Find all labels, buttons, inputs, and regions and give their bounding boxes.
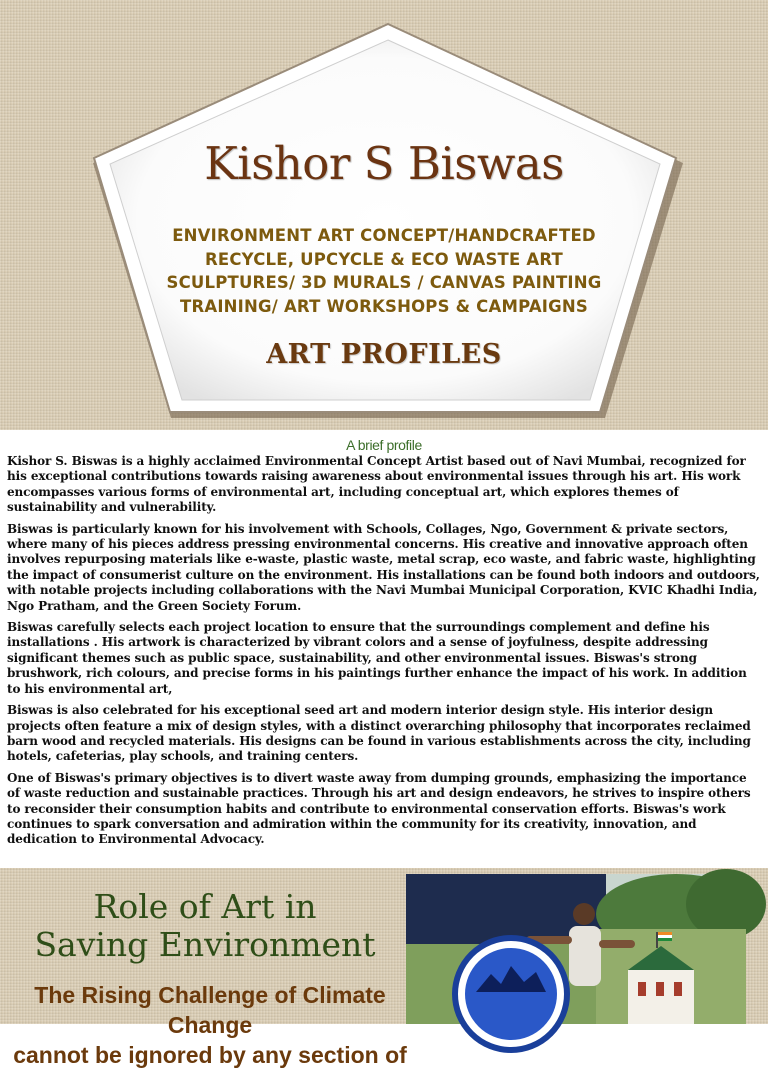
brief-profile	[7, 437, 761, 854]
profile-paragraph: One of Biswas's primary objectives is to divert waste away from dumping grounds, emphasizing the importance of waste reduction and sustainable practices. Through his art and design endeavors, he strives to inspire others to reconsider their consumption habits and contribute to environmental conservation efforts. Biswas's work continues to spark conversation and admiration within the community for its creativity, innovation, and dedication to Environmental Advocacy.	[7, 770, 751, 847]
header-banner	[0, 0, 768, 430]
artist-photo	[406, 874, 746, 1024]
climate-subtitle	[0, 980, 420, 1070]
tagline-line: SCULPTURES/ 3D MURALS / CANVAS PAINTING	[166, 273, 602, 292]
profile-paragraph: Biswas is particularly known for his involvement with Schools, Collages, Ngo, Government & private sectors, where many of his pieces address pressing environmental concerns. His creative and innovative approach often involves repurposing materials like e-waste, plastic waste, metal scrap, eco waste, and fabric waste, highlighting the impact of consumerist culture on the environment. His installations can be found both indoors and outdoors, with notable projects including collaborations with the Navi Mumbai Municipal Corporation, KVIC Khadhi India, Ngo Pratham, and the Green Society Forum.	[7, 521, 760, 613]
role-title	[0, 888, 410, 964]
section-title: ART PROFILES	[266, 339, 502, 370]
profile-paragraph: Biswas carefully selects each project location to ensure that the surroundings complement and define his installations . His artwork is characterized by vibrant colors and a sense of joyfulness, despite addressing significant themes such as public space, sustainability, and other environmental issues. Biswas's strong brushwork, rich colours, and precise forms in his paintings further enhance the impact of his work. In addition to his environmental art,	[7, 620, 747, 696]
profile-paragraph: Biswas is also celebrated for his exceptional seed art and modern interior design style. His interior design projects often feature a mix of design styles, with a distinct overarching philosophy that incorporates reclaimed barn wood and recycled materials. His designs can be found in various establishments across the city, including hotels, cafeterias, play schools, and training centers.	[7, 703, 751, 764]
subtitle-line: cannot be ignored by any section of	[13, 1042, 407, 1068]
role-of-art-panel	[0, 868, 768, 1068]
artist-name: Kishor S Biswas	[204, 137, 564, 190]
tagline-line: TRAINING/ ART WORKSHOPS & CAMPAIGNS	[180, 296, 588, 316]
role-title-line: Role of Art in	[93, 887, 317, 926]
subtitle-line: The Rising Challenge of Climate Change	[34, 982, 386, 1038]
tagline-line: RECYCLE, UPCYCLE & ECO WASTE ART	[204, 249, 563, 269]
service-tagline	[0, 224, 768, 318]
profile-heading: A brief profile	[346, 437, 422, 453]
profile-paragraph: Kishor S. Biswas is a highly acclaimed Environmental Concept Artist based out of Navi Mumbai, recognized for his exceptional contributions towards raising awareness about environmental issues through his art. His work encompasses various forms of environmental art, including conceptual art, which explores themes of sustainability and vulnerability.	[7, 454, 746, 515]
role-title-line: Saving Environment	[34, 925, 376, 964]
tagline-line: ENVIRONMENT ART CONCEPT/HANDCRAFTED	[172, 226, 596, 245]
